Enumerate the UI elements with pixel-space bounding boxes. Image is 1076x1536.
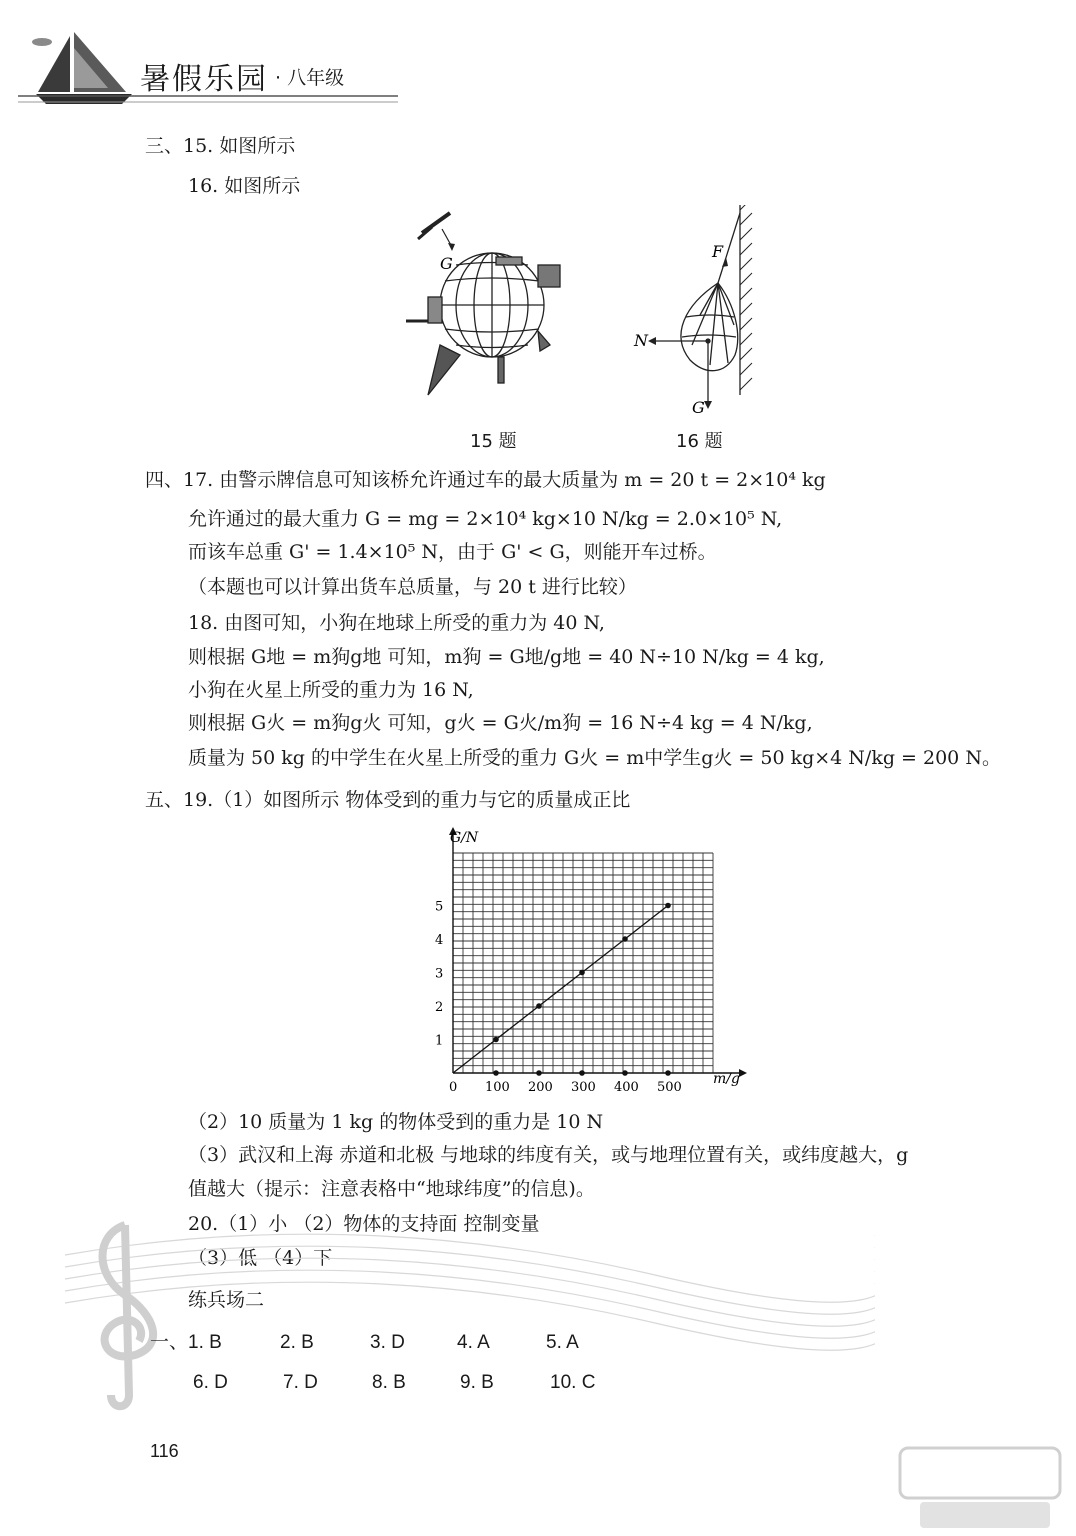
fig16-caption: 16 题 [676, 431, 723, 452]
q17-line-1: 四、17. 由警示牌信息可知该桥允许通过车的最大质量为 m = 20 t = 2×10⁴ kg [145, 469, 826, 491]
y-tick-label: 5 [435, 899, 444, 915]
x-tick-label: 300 [571, 1080, 596, 1095]
q19-part3-line2: 值越大（提示：注意表格中“地球纬度”的信息)。 [188, 1178, 595, 1200]
chart-ylabel: G/N [450, 830, 479, 846]
header-title: 暑假乐园 [140, 62, 268, 97]
x-tick-label: 500 [657, 1080, 682, 1095]
x-axis-point [579, 1070, 585, 1076]
q15-text: 三、15. 如图所示 [145, 135, 296, 157]
q18-line-4: 则根据 G火 = m狗g火 可知，g火 = G火/m狗 = 16 N÷4 kg = 4 N/kg, [188, 712, 813, 734]
q19-part1: 五、19.（1）如图所示 物体受到的重力与它的质量成正比 [145, 789, 631, 811]
header-subtitle: · 八年级 [275, 67, 345, 89]
fig16-f-label: F [712, 242, 724, 261]
q17-line-4: （本题也可以计算出货车总质量，与 20 t 进行比较） [188, 576, 637, 598]
q17-line-3: 而该车总重 G' = 1.4×10⁵ N，由于 G' < G，则能开车过桥。 [188, 541, 717, 563]
q18-line-2: 则根据 G地 = m狗g地 可知，m狗 = G地/g地 = 40 N÷10 N/kg = 4 kg, [188, 646, 825, 668]
q19-part2: （2）10 质量为 1 kg 的物体受到的重力是 10 N [188, 1111, 604, 1133]
chart-xlabel: m/g [713, 1071, 740, 1087]
page-number: 116 [150, 1441, 179, 1461]
figure-16-net-ball [630, 205, 760, 420]
x-axis-point [622, 1070, 628, 1076]
practice-title: 练兵场二 [188, 1289, 265, 1311]
q18-line-3: 小狗在火星上所受的重力为 16 N, [188, 679, 474, 701]
x-axis-point [665, 1070, 671, 1076]
fig15-force-label: G [440, 254, 453, 273]
x-axis-arrow [739, 1069, 747, 1077]
series-line [453, 906, 668, 1074]
q20-line-1: 20.（1）小 （2）物体的支持面 控制变量 [188, 1213, 540, 1235]
answer-6: 6. D [193, 1372, 228, 1393]
answer-4: 4. A [457, 1332, 490, 1353]
x-tick-label: 400 [614, 1080, 639, 1095]
fig16-g-label: G [692, 398, 705, 417]
x-tick-label: 200 [528, 1080, 553, 1095]
answer-8: 8. B [372, 1372, 406, 1393]
q20-line-2: （3）低 （4）下 [188, 1247, 333, 1269]
figure-15-globe [400, 205, 590, 420]
x-tick-label: 0 [449, 1080, 458, 1095]
answer-2: 2. B [280, 1332, 314, 1353]
x-tick-label: 100 [485, 1080, 510, 1095]
data-point [665, 903, 671, 909]
answer-10: 10. C [550, 1372, 596, 1393]
fig15-caption: 15 题 [470, 431, 517, 452]
answer-3: 3. D [370, 1332, 405, 1353]
data-point [579, 970, 585, 976]
x-axis-point [536, 1070, 542, 1076]
chart-grid [453, 853, 713, 1073]
chart-series [453, 903, 671, 1076]
y-tick-label: 1 [435, 1033, 444, 1049]
q18-line-1: 18. 由图可知，小狗在地球上所受的重力为 40 N, [188, 612, 605, 634]
answer-1: 一、1. B [150, 1332, 222, 1353]
answer-9: 9. B [460, 1372, 494, 1393]
answer-7: 7. D [283, 1372, 318, 1393]
q16-text: 16. 如图所示 [188, 175, 301, 197]
data-point [622, 936, 628, 942]
fig16-n-label: N [634, 331, 648, 350]
q18-line-5: 质量为 50 kg 的中学生在火星上所受的重力 G火 = m中学生g火 = 50 kg×4 N/kg = 200 N。 [188, 747, 1001, 769]
q17-line-2: 允许通过的最大重力 G = mg = 2×10⁴ kg×10 N/kg = 2.0×10⁵ N, [188, 508, 783, 530]
data-point [536, 1003, 542, 1009]
y-tick-label: 4 [435, 933, 444, 948]
y-tick-label: 2 [435, 1000, 444, 1015]
data-point [493, 1037, 499, 1043]
watermark-logo-icon [890, 1440, 1070, 1532]
y-tick-label: 3 [435, 966, 444, 982]
q19-part3-line1: （3）武汉和上海 赤道和北极 与地球的纬度有关，或与地理位置有关，或纬度越大，g [188, 1144, 909, 1166]
gravity-mass-chart [420, 820, 750, 1095]
answer-5: 5. A [546, 1332, 579, 1353]
x-axis-point [493, 1070, 499, 1076]
